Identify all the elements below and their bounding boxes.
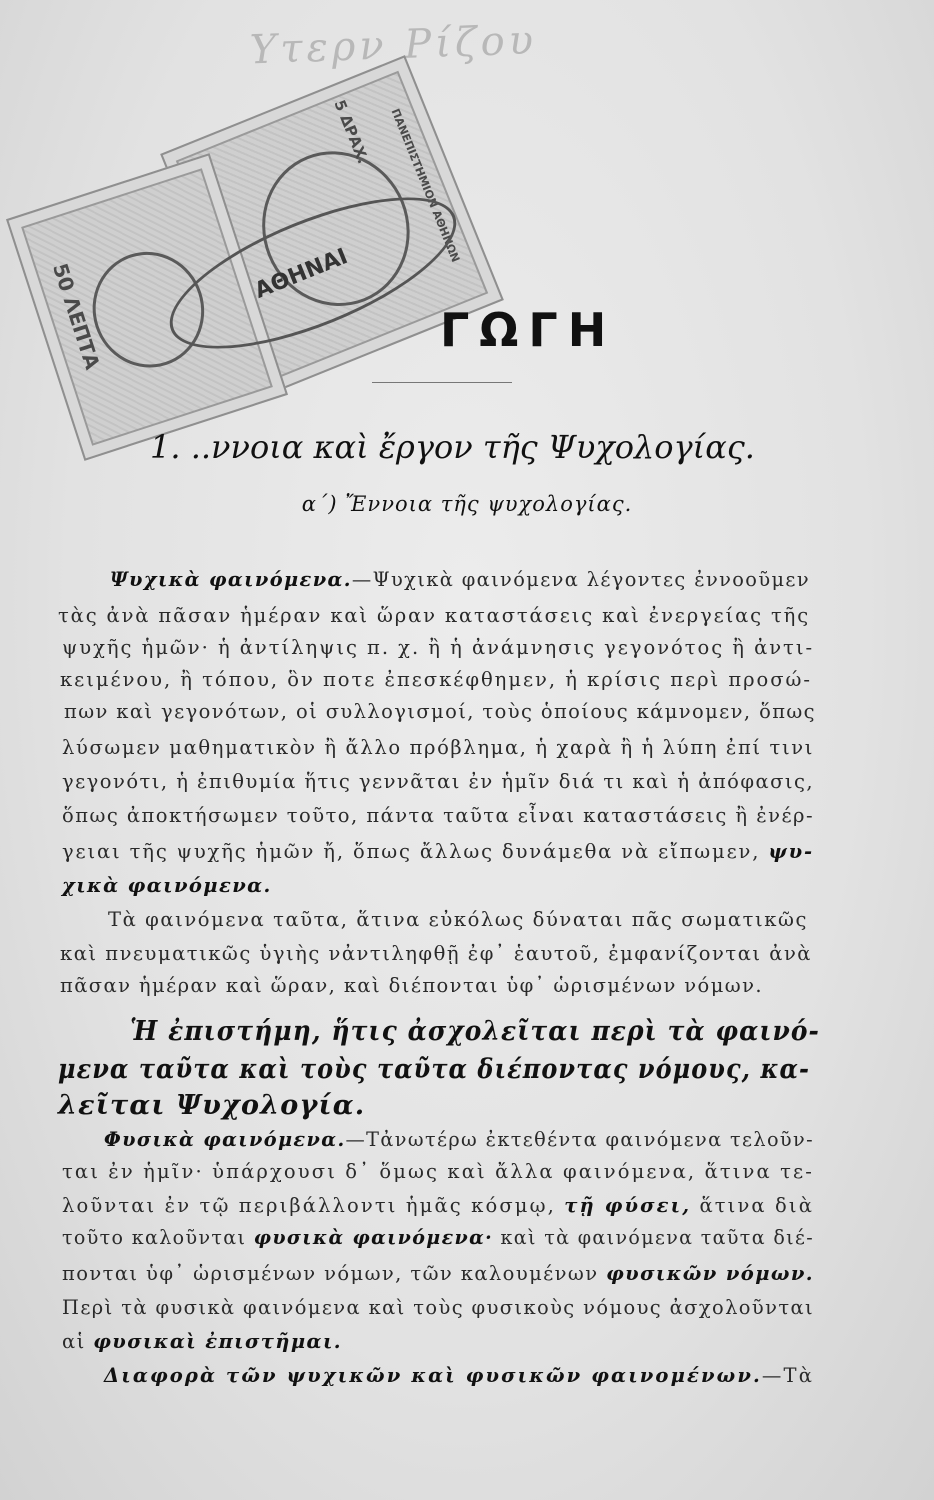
subsection-title: α΄) Ἔννοια τῆς ψυχολογίας. xyxy=(301,492,633,516)
emphasis-text: χικὰ φαινόμενα. xyxy=(62,874,272,897)
emphasis-text: τῇ φύσει, xyxy=(564,1194,692,1217)
emphasis-text: Φυσικὰ φαινόμενα. xyxy=(104,1128,346,1151)
text-line xyxy=(60,668,812,691)
handwritten-signature: Υτερν Ρίζου xyxy=(249,17,538,74)
emphasis-text: φυσικῶν νόμων. xyxy=(606,1262,814,1285)
bold-definition-text: μενα ταῦτα καὶ τοὺς ταῦτα διέποντας νόμους, κα- xyxy=(58,1054,810,1085)
text-line xyxy=(62,1296,814,1319)
text-span: λοῦνται ἐν τῷ περιβάλλοντι ἡμᾶς κόσμῳ, xyxy=(62,1194,565,1217)
text-line xyxy=(60,942,812,965)
text-line xyxy=(58,1054,810,1085)
text-line xyxy=(62,1194,814,1217)
text-span: ὅπως ἀποκτήσωμεν τοῦτο, πάντα ταῦτα εἶναι καταστάσεις ἢ ἐνέρ- xyxy=(62,804,814,827)
text-line xyxy=(62,804,814,827)
text-line xyxy=(104,1128,814,1151)
text-line xyxy=(64,700,816,723)
text-span: γειαι τῆς ψυχῆς ἡμῶν ἤ, ὅπως ἄλλως δυνάμεθα νὰ εἴπωμεν, xyxy=(62,840,769,863)
text-line xyxy=(110,568,810,591)
text-span: —Τὰ xyxy=(761,1364,814,1387)
text-span: ται ἐν ἡμῖν· ὑπάρχουσι δ᾽ ὅμως καὶ ἄλλα φαινόμενα, ἅτινα τε- xyxy=(62,1160,814,1183)
text-span: —Τἀνωτέρω ἐκτεθέντα φαινόμενα τελοῦν- xyxy=(345,1128,814,1151)
text-span: τοῦτο καλοῦνται xyxy=(62,1226,254,1249)
text-line xyxy=(60,974,763,997)
text-span: κειμένου, ἢ τόπου, ὃν ποτε ἐπεσκέφθημεν, ἡ κρίσις περὶ προσώ- xyxy=(60,668,812,691)
text-span: τὰς ἀνὰ πᾶσαν ἡμέραν καὶ ὥραν καταστάσεις καὶ ἐνεργείας τῆς xyxy=(58,604,810,627)
stamp-inscription: ΠΑΝΕΠΙΣΤΗΜΙΟΝ ΑΘΗΝΩΝ xyxy=(388,106,463,265)
text-line xyxy=(62,840,814,863)
text-line xyxy=(62,1226,814,1249)
emphasis-text: φυσικὰ φαινόμενα· xyxy=(253,1226,494,1249)
page-heading: ΓΩΓΗ xyxy=(440,303,617,357)
text-line xyxy=(62,1262,814,1285)
text-span: Τὰ φαινόμενα ταῦτα, ἅτινα εὐκόλως δύναται πᾶς σωματικῶς xyxy=(108,908,808,931)
stamp-value: 5 ΔΡΑΧ. xyxy=(330,97,373,167)
emphasis-text: Ψυχικὰ φαινόμενα. xyxy=(110,568,352,591)
emphasis-text: ψυ- xyxy=(768,840,814,863)
text-span: καὶ πνευματικῶς ὑγιὴς νἀντιληφθῇ ἐφ᾽ ἑαυτοῦ, ἐμφανίζονται ἀνὰ xyxy=(60,942,812,965)
text-line xyxy=(62,636,814,659)
text-span: πονται ὑφ᾽ ὡρισμένων νόμων, τῶν καλουμένων xyxy=(62,1262,607,1285)
text-line xyxy=(58,1090,365,1121)
text-span: αἱ xyxy=(62,1330,94,1353)
text-line xyxy=(108,908,808,931)
stamp-value: 50 ΛΕΠΤΑ xyxy=(47,260,105,373)
text-line xyxy=(104,1364,814,1387)
postmark-city: ΑΘΗΝΑΙ xyxy=(251,244,352,304)
text-span: ἅτινα διὰ xyxy=(691,1194,814,1217)
text-span: λύσωμεν μαθηματικὸν ἢ ἄλλο πρόβλημα, ἡ χαρὰ ἢ ἡ λύπη ἐπί τινι xyxy=(62,736,814,759)
text-span: καὶ τὰ φαινόμενα ταῦτα διέ- xyxy=(493,1226,814,1249)
section-title: 1. ..ννοια καὶ ἔργον τῆς Ψυχολογίας. xyxy=(150,428,755,466)
text-line xyxy=(58,604,810,627)
text-span: πᾶσαν ἡμέραν καὶ ὥραν, καὶ διέπονται ὑφ᾽ ὡρισμένων νόμων. xyxy=(60,974,763,997)
text-line xyxy=(130,1016,820,1047)
text-span: γεγονότι, ἡ ἐπιθυμία ἥτις γεννᾶται ἐν ἡμῖν διά τι καὶ ἡ ἀπόφασις, xyxy=(62,770,814,793)
bold-definition-text: λεῖται Ψυχολογία. xyxy=(58,1090,366,1121)
bold-definition-text: Ἡ ἐπιστήμη, ἥτις ἀσχολεῖται περὶ τὰ φαινό- xyxy=(130,1016,820,1047)
text-line xyxy=(62,770,814,793)
text-span: πων καὶ γεγονότων, οἱ συλλογισμοί, τοὺς ὁποίους κάμνομεν, ὅπως xyxy=(64,700,816,723)
text-span: —Ψυχικὰ φαινόμενα λέγοντες ἐννοοῦμεν xyxy=(351,568,810,591)
text-line xyxy=(62,736,814,759)
text-line xyxy=(62,1160,814,1183)
emphasis-text: Διαφορὰ τῶν ψυχικῶν καὶ φυσικῶν φαινομένων. xyxy=(104,1364,762,1387)
text-span: ψυχῆς ἡμῶν· ἡ ἀντίληψις π. χ. ἢ ἡ ἀνάμνησις γεγονότος ἢ ἀντι- xyxy=(62,636,814,659)
text-line xyxy=(62,874,272,897)
divider xyxy=(372,382,512,383)
text-span: Περὶ τὰ φυσικὰ φαινόμενα καὶ τοὺς φυσικοὺς νόμους ἀσχολοῦνται xyxy=(62,1296,814,1319)
emphasis-text: φυσικαὶ ἐπιστῆμαι. xyxy=(93,1330,342,1353)
text-line xyxy=(62,1330,342,1353)
